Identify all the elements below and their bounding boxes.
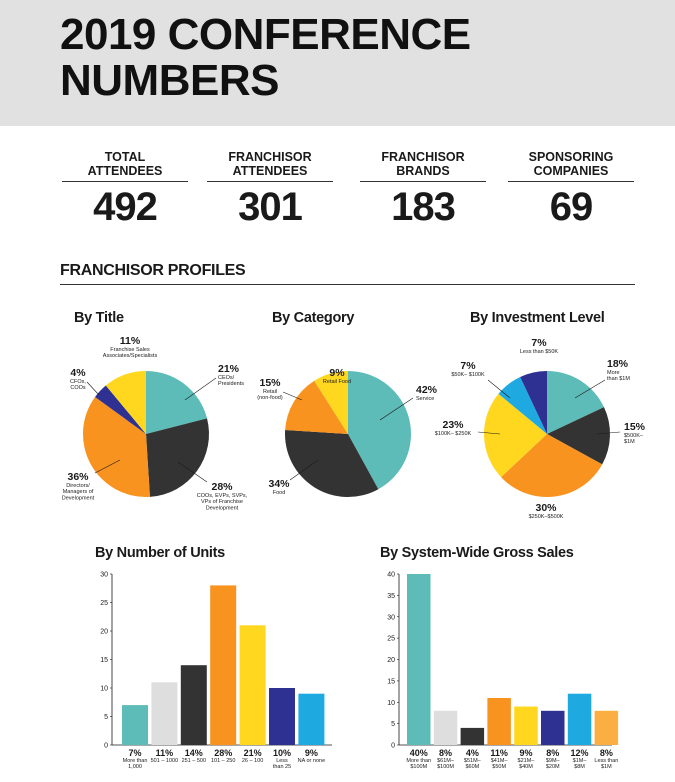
y-tick-label: 10 <box>387 699 395 707</box>
slice-category-label: Franchise Sales <box>110 347 150 353</box>
y-tick-label: 5 <box>104 714 108 721</box>
bar-category-label: than 25 <box>272 764 292 770</box>
bar-category-label: $100M <box>437 764 454 770</box>
slice-percent-label: 30% <box>535 502 557 514</box>
bar-percent-label: 4% <box>465 748 479 758</box>
bar-category-label: $9M– <box>545 758 560 764</box>
bar-percent-label: 10% <box>272 748 292 758</box>
slice-category-label: Less than $50K <box>519 349 559 355</box>
bar-percent-label: 14% <box>184 748 203 758</box>
bar-category-label: $50M <box>492 764 507 770</box>
bar <box>210 585 236 745</box>
slice-percent-label: 11% <box>119 335 141 347</box>
bar <box>407 574 431 745</box>
slice-category-label: Retail <box>262 389 278 395</box>
slice-category-label: Retail Food <box>322 379 352 385</box>
bar-percent-label: 8% <box>599 748 613 758</box>
bar-percent-label: 21% <box>243 748 262 758</box>
slice-category-label: Food <box>272 490 286 496</box>
slice-category-label: Presidents <box>218 381 244 388</box>
leader-line <box>87 382 99 395</box>
slice-category-label: Managers of <box>62 489 94 496</box>
stat-label: SPONSORING COMPANIES <box>508 148 634 182</box>
bar-category-label: 251 – 500 <box>181 758 207 764</box>
stat-value: 492 <box>93 185 157 229</box>
bar-category-label: $40M <box>519 764 533 770</box>
slice-percent-label: 34% <box>268 478 290 490</box>
bar-category-label: 1,000 <box>128 764 142 770</box>
slice-percent-label: 36% <box>67 471 89 483</box>
stat-value: 301 <box>238 185 302 229</box>
chart-title-by-investment: By Investment Level <box>470 310 605 326</box>
y-tick-label: 15 <box>100 657 108 664</box>
bar-percent-label: 9% <box>519 748 533 758</box>
bar <box>541 711 565 745</box>
bar-percent-label: 40% <box>409 748 428 758</box>
slice-percent-label: 4% <box>70 367 86 379</box>
slice-category-label: $50K– $100K <box>451 372 485 378</box>
bar <box>151 682 177 745</box>
bar <box>181 665 207 745</box>
bar-category-label: 501 – 1000 <box>150 758 179 764</box>
y-tick-label: 30 <box>100 571 108 579</box>
slice-percent-label: 18% <box>607 358 629 370</box>
y-tick-label: 40 <box>387 571 395 579</box>
bar-percent-label: 28% <box>214 748 233 758</box>
chart-title-by-title: By Title <box>74 310 124 326</box>
slice-category-label: Development <box>61 495 95 502</box>
title-line-1: 2019 CONFERENCE <box>60 10 471 59</box>
bar <box>568 694 592 745</box>
y-tick-label: 25 <box>100 600 108 607</box>
y-tick-label: 15 <box>387 678 395 686</box>
slice-category-label: $250K–$500K <box>528 514 564 520</box>
y-tick-label: 20 <box>387 657 395 664</box>
y-tick-label: 20 <box>100 628 108 636</box>
slice-percent-label: 42% <box>416 384 438 396</box>
bar <box>487 698 511 745</box>
slice-category-label: than $1M <box>607 376 630 383</box>
bar-percent-label: 11% <box>490 748 508 758</box>
slice-category-label: CFOs, <box>70 379 86 385</box>
slice-category-label: COOs, EVPs, SVPs, <box>196 493 248 499</box>
bar-category-label: More than <box>406 758 432 764</box>
slice-category-label: (non-food) <box>257 395 283 402</box>
stat-label: FRANCHISOR ATTENDEES <box>207 148 333 182</box>
bar-category-label: $61M– <box>437 758 454 764</box>
bar-category-label: $8M <box>574 764 585 770</box>
title-line-2: NUMBERS <box>60 56 279 105</box>
bar <box>122 705 148 745</box>
bar-category-label: 101 – 250 <box>210 758 236 764</box>
slice-category-label: CEOs/ <box>218 375 235 381</box>
y-tick-label: 35 <box>387 592 395 600</box>
y-tick-label: 5 <box>391 721 395 729</box>
bar <box>514 707 538 745</box>
bar-category-label: NA or none <box>297 758 326 764</box>
y-tick-label: 30 <box>387 614 395 622</box>
slice-percent-label: 28% <box>211 481 233 493</box>
y-tick-label: 0 <box>391 742 395 750</box>
slice-category-label: $1M <box>624 439 635 446</box>
bar-category-label: Less <box>276 758 288 764</box>
stat-value: 183 <box>391 185 455 229</box>
bar-category-label: $1M– <box>572 758 587 764</box>
bar <box>461 728 485 745</box>
bar-percent-label: 9% <box>304 748 318 758</box>
chart-title-by-units: By Number of Units <box>95 545 225 561</box>
slice-category-label: COOs <box>70 385 86 392</box>
slice-category-label: VPs of Franchise <box>201 499 243 506</box>
slice-percent-label: 15% <box>259 377 281 389</box>
bar-category-label: $51M– <box>463 758 481 764</box>
section-title: FRANCHISOR PROFILES <box>60 262 635 285</box>
bar-category-label: $20M <box>545 764 560 770</box>
slice-percent-label: 9% <box>329 367 345 379</box>
slice-category-label: $100K– $250K <box>434 431 472 437</box>
bar <box>434 711 458 745</box>
bar-percent-label: 11% <box>155 748 174 758</box>
bar <box>240 625 266 745</box>
bar-percent-label: 8% <box>439 748 453 758</box>
chart-title-by-category: By Category <box>272 310 355 326</box>
slice-category-label: Development <box>205 505 239 512</box>
slice-percent-label: 7% <box>460 360 476 372</box>
slice-percent-label: 15% <box>624 421 646 433</box>
slice-category-label: Directors/ <box>66 483 90 489</box>
bar <box>595 711 619 745</box>
slice-category-label: Service <box>416 396 435 402</box>
slice-percent-label: 7% <box>531 337 547 349</box>
bar-percent-label: 7% <box>128 748 142 758</box>
bar-category-label: $60M <box>465 764 480 770</box>
bar <box>298 694 324 745</box>
slice-percent-label: 21% <box>218 363 240 375</box>
chart-title-by-gross-sales: By System-Wide Gross Sales <box>380 545 574 561</box>
bar-category-label: $41M– <box>490 758 508 764</box>
slice-percent-label: 23% <box>442 419 464 431</box>
slice-category-label: More <box>607 370 620 376</box>
bar-category-label: Less than <box>594 758 619 764</box>
stat-label: TOTAL ATTENDEES <box>62 148 188 182</box>
bar-category-label: 26 – 100 <box>241 758 264 764</box>
bar-category-label: More than <box>122 758 148 764</box>
bar-category-label: $1M <box>600 764 612 770</box>
stat-value: 69 <box>549 185 593 229</box>
y-tick-label: 25 <box>387 635 395 643</box>
y-tick-label: 10 <box>100 685 108 693</box>
bar-percent-label: 12% <box>570 748 589 758</box>
stat-label: FRANCHISOR BRANDS <box>360 148 486 182</box>
bar <box>269 688 295 745</box>
bar-percent-label: 8% <box>546 748 560 758</box>
slice-category-label: $500K– <box>624 433 643 439</box>
bar-category-label: $100M <box>410 764 428 770</box>
slice-category-label: Associates/Specialists <box>102 353 158 360</box>
y-tick-label: 0 <box>104 742 108 750</box>
bar-category-label: $21M– <box>517 758 535 764</box>
